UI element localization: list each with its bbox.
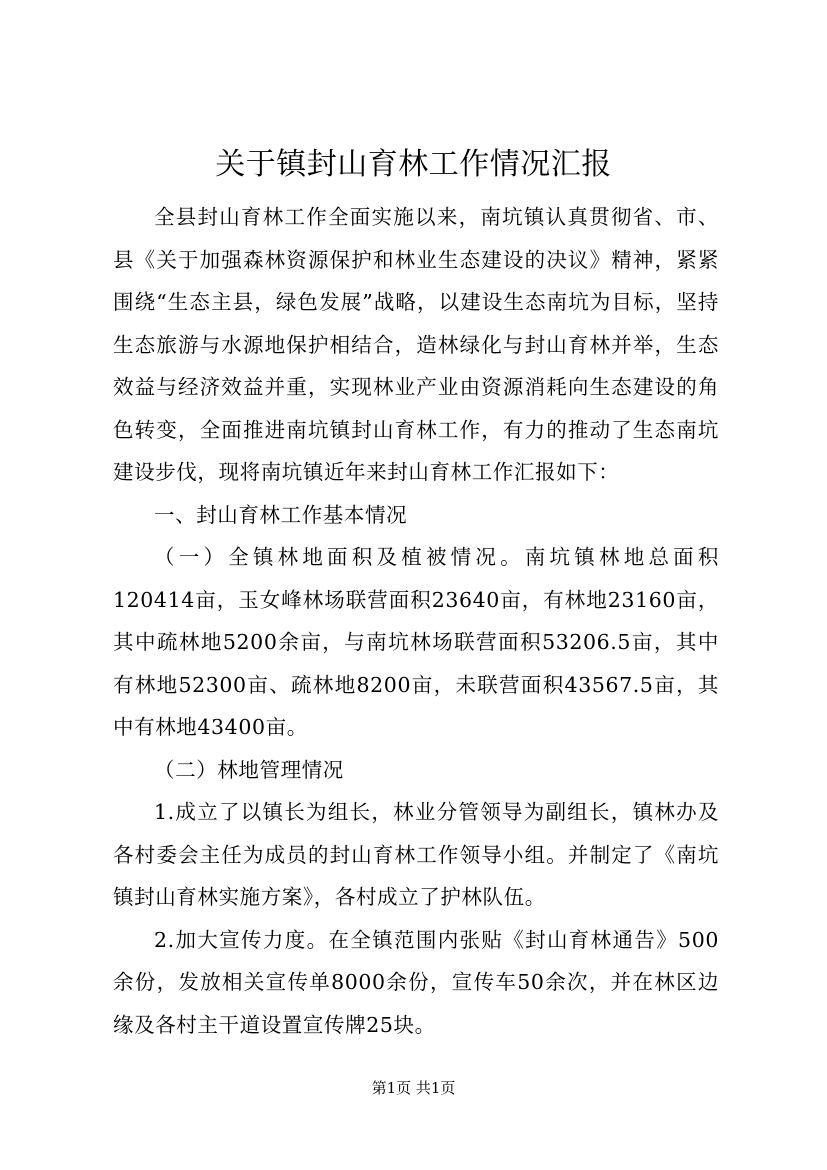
document-body: [113, 196, 719, 1046]
paragraph-publicity: 2.加大宣传力度。在全镇范围内张贴《封山育林通告》500余份，发放相关宣传单8000余份，宣传车50余次，并在林区边缘及各村主干道设置宣传牌25块。: [113, 927, 719, 1037]
paragraph-intro: 全县封山育林工作全面实施以来，南坑镇认真贯彻省、市、县《关于加强森林资源保护和林业生态建设的决议》精神，紧紧围绕“生态主县，绿色发展”战略，以建设生态南坑为目标，坚持生态旅游与水源地保护相结合，造林绿化与封山育林并举，生态效益与经济效益并重，实现林业产业由资源消耗向生态建设的角色转变，全面推进南坑镇封山育林工作，有力的推动了生态南坑建设步伐，现将南坑镇近年来封山育林工作汇报如下：: [113, 205, 719, 484]
section-heading-basic-situation: 一、封山育林工作基本情况: [154, 502, 408, 527]
subsection-heading-management: （二）林地管理情况: [154, 757, 344, 782]
paragraph-leadership-group: 1.成立了以镇长为组长，林业分管领导为副组长，镇林办及各村委会主任为成员的封山育林工作领导小组。并制定了《南坑镇封山育林实施方案》，各村成立了护林队伍。: [113, 800, 719, 909]
page-number-footer: 第1页 共1页: [371, 1079, 456, 1097]
paragraph-forest-area: （一）全镇林地面积及植被情况。南坑镇林地总面积120414亩，玉女峰林场联营面积23640亩，有林地23160亩，其中疏林地5200余亩，与南坑林场联营面积53206.5亩，其中有林地52300亩、疏林地8200亩，未联营面积43567.5亩，其中有林地43400亩。: [113, 545, 719, 739]
document-title: 关于镇封山育林工作情况汇报: [215, 147, 612, 182]
